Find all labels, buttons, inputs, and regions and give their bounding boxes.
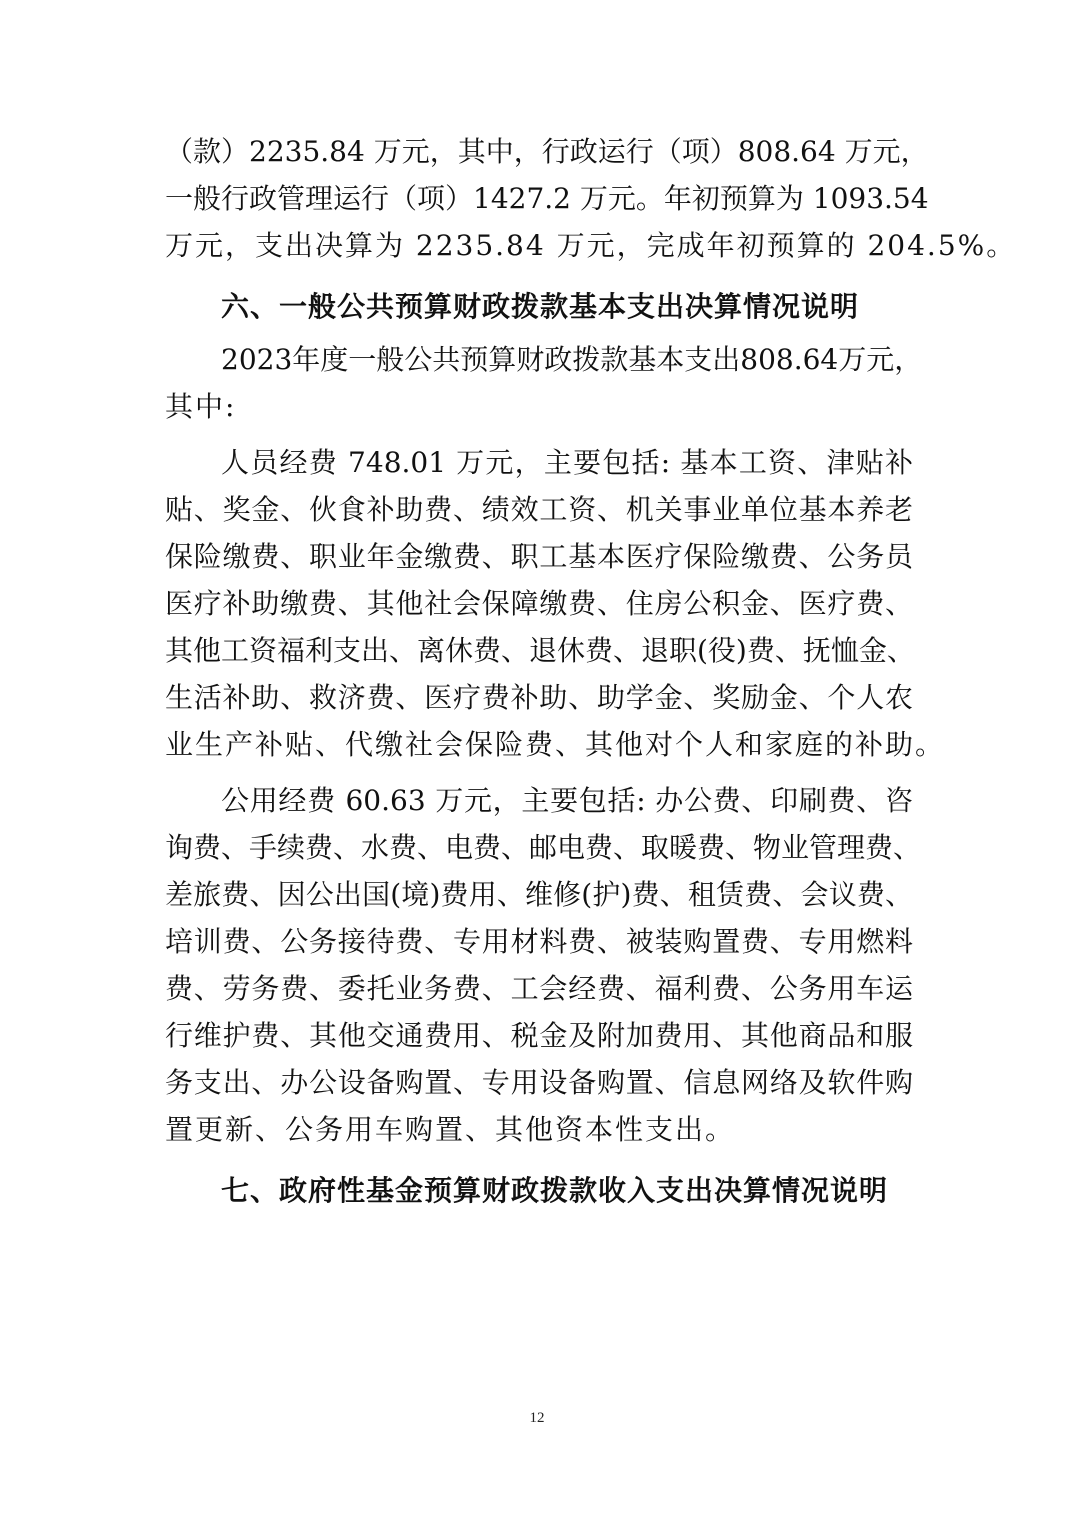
paragraph-line: 其中:: [165, 390, 237, 423]
section-heading-7: 七、政府性基金预算财政拨款收入支出决算情况说明: [221, 1174, 889, 1207]
page-content: [165, 128, 1017, 1220]
paragraph-line: 一般行政管理运行（项）1427.2 万元。年初预算为 1093.54: [165, 182, 929, 215]
paragraph-line: 2023年度一般公共预算财政拨款基本支出808.64万元，: [221, 343, 923, 376]
paragraph-line: 差旅费、因公出国(境)费用、维修(护)费、租赁费、会议费、: [165, 878, 913, 911]
section-heading-6: 六、一般公共预算财政拨款基本支出决算情况说明: [221, 290, 860, 323]
paragraph-line: 置更新、公务用车购置、其他资本性支出。: [165, 1113, 736, 1146]
page-number: 12: [529, 1410, 545, 1426]
paragraph-line: 培训费、公务接待费、专用材料费、被装购置费、专用燃料: [165, 925, 913, 958]
paragraph-line: 其他工资福利支出、离休费、退休费、退职(役)费、抚恤金、: [165, 634, 915, 667]
paragraph-line: 费、劳务费、委托业务费、工会经费、福利费、公务用车运: [165, 972, 913, 1005]
paragraph-line: 询费、手续费、水费、电费、邮电费、取暖费、物业管理费、: [165, 831, 922, 864]
paragraph-line: 务支出、办公设备购置、专用设备购置、信息网络及软件购: [165, 1066, 913, 1099]
paragraph-line: 万元，支出决算为 2235.84 万元，完成年初预算的 204.5%。: [165, 229, 1017, 262]
paragraph-line: 保险缴费、职业年金缴费、职工基本医疗保险缴费、公务员: [165, 540, 913, 573]
paragraph-line: 业生产补贴、代缴社会保险费、其他对个人和家庭的补助。: [165, 728, 946, 761]
paragraph-line: （款）2235.84 万元，其中，行政运行（项）808.64 万元，: [165, 135, 929, 168]
paragraph-line: 贴、奖金、伙食补助费、绩效工资、机关事业单位基本养老: [165, 493, 913, 526]
paragraph-line: 行维护费、其他交通费用、税金及附加费用、其他商品和服: [165, 1019, 913, 1052]
paragraph-line: 人员经费 748.01 万元，主要包括: 基本工资、津贴补: [221, 446, 913, 479]
paragraph-line: 公用经费 60.63 万元，主要包括: 办公费、印刷费、咨: [221, 784, 913, 817]
paragraph-line: 医疗补助缴费、其他社会保障缴费、住房公积金、医疗费、: [165, 587, 913, 620]
paragraph-line: 生活补助、救济费、医疗费补助、助学金、奖励金、个人农: [165, 681, 913, 714]
